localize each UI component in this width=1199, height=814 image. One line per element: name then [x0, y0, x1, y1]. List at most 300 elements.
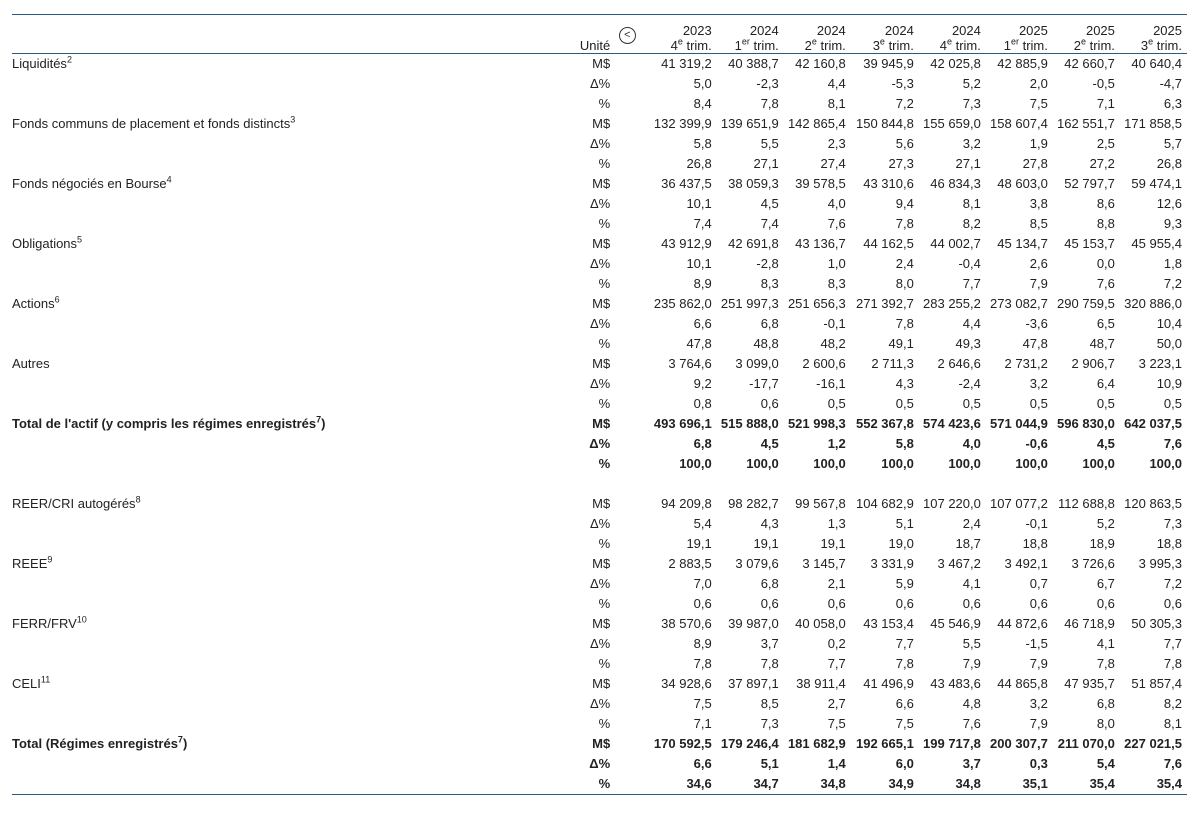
row-label-text: FERR/FRV	[12, 616, 77, 631]
column-header	[717, 15, 784, 54]
value-cell: 6,6	[693, 756, 712, 771]
value-cell: 7,5	[1029, 96, 1048, 111]
value-cell: 52 797,7	[1064, 176, 1115, 191]
value-cell: 34,7	[717, 774, 784, 795]
value-cell: 3 467,2	[937, 556, 981, 571]
value-cell: 5,6	[895, 136, 914, 151]
row-label	[12, 414, 570, 434]
value-cell: 7,2	[895, 96, 914, 111]
column-quarter-number: 3	[872, 38, 880, 53]
chevron-left-icon[interactable]: <	[619, 27, 636, 44]
value-cell: 8,6	[1096, 196, 1115, 211]
value-cell: 2,7	[827, 696, 846, 711]
value-cell: 27,1	[955, 156, 981, 171]
value-cell: 42 660,7	[1064, 56, 1115, 71]
table-row	[12, 514, 1187, 534]
value-cell: 35,4	[1120, 774, 1187, 795]
value-cell: 49,3	[955, 336, 981, 351]
value-cell: 6,5	[1096, 316, 1115, 331]
row-unit: M$	[592, 116, 611, 131]
value-cell: 2,4	[962, 516, 981, 531]
value-cell: 2 883,5	[668, 556, 712, 571]
table-row	[12, 234, 1187, 254]
value-cell: 10,1	[686, 256, 712, 271]
table-row	[12, 734, 1187, 754]
value-cell: 107 077,2	[990, 496, 1048, 511]
row-label	[12, 374, 570, 394]
value-cell: 0,3	[1029, 756, 1048, 771]
footnote-ref: 8	[135, 494, 141, 505]
column-quarter-number: 2	[1073, 38, 1081, 53]
column-quarter-suffix: e	[946, 36, 952, 47]
gap-cell	[615, 54, 644, 75]
value-cell: 100,0	[813, 456, 846, 471]
value-cell: 3 726,6	[1071, 556, 1115, 571]
gap-cell	[615, 714, 644, 734]
value-cell: 39 987,0	[728, 616, 779, 631]
value-cell: 5,8	[693, 136, 712, 151]
row-unit: Δ%	[589, 376, 611, 391]
column-year: 2025	[1018, 23, 1048, 38]
value-cell: 0,8	[693, 396, 712, 411]
value-cell: 7,5	[693, 696, 712, 711]
column-year: 2023	[682, 23, 712, 38]
value-cell: 5,4	[693, 516, 712, 531]
value-cell: -0,4	[958, 256, 981, 271]
value-cell: 0,6	[1096, 596, 1115, 611]
value-cell: 8,1	[962, 196, 981, 211]
row-unit: %	[598, 716, 611, 731]
value-cell: 18,8	[1156, 536, 1182, 551]
value-cell: 48,2	[820, 336, 846, 351]
value-cell: 5,7	[1163, 136, 1182, 151]
value-cell: 3 099,0	[735, 356, 779, 371]
value-cell: 7,3	[760, 716, 779, 731]
gap-cell	[615, 514, 644, 534]
value-cell: 4,1	[962, 576, 981, 591]
value-cell: 7,7	[827, 656, 846, 671]
value-cell: 7,4	[760, 216, 779, 231]
row-label	[12, 114, 570, 134]
value-cell: 7,8	[895, 216, 914, 231]
column-quarter-word: trim.	[753, 38, 779, 53]
table-header	[12, 15, 1187, 54]
value-cell: 235 862,0	[653, 296, 712, 311]
value-cell: 46 718,9	[1064, 616, 1115, 631]
row-label	[12, 454, 570, 474]
table-row	[12, 114, 1187, 134]
value-cell: 41 496,9	[863, 676, 914, 691]
value-cell: 50,0	[1156, 336, 1182, 351]
value-cell: 3 079,6	[735, 556, 779, 571]
row-label-text: Total de l'actif (y compris les régimes enregistrés	[12, 416, 317, 431]
value-cell: 7,8	[1096, 656, 1115, 671]
row-label	[12, 94, 570, 114]
value-cell: 4,4	[827, 76, 846, 91]
value-cell: 0,6	[760, 596, 779, 611]
value-cell: 2 600,6	[802, 356, 846, 371]
table-row	[12, 774, 1187, 795]
footnote-ref: 5	[77, 234, 83, 245]
table-row	[12, 334, 1187, 354]
value-cell: 521 998,3	[787, 416, 846, 431]
row-label-suffix: )	[321, 416, 326, 431]
value-cell: 3,2	[1029, 696, 1048, 711]
value-cell: 45 153,7	[1064, 236, 1115, 251]
value-cell: 200 307,7	[990, 736, 1048, 751]
value-cell: 7,7	[1163, 636, 1182, 651]
column-quarter-word: trim.	[1089, 38, 1115, 53]
value-cell: 493 696,1	[653, 416, 712, 431]
table-row	[12, 294, 1187, 314]
value-cell: 49,1	[888, 336, 914, 351]
value-cell: 59 474,1	[1131, 176, 1182, 191]
column-quarter-number: 1	[734, 38, 742, 53]
value-cell: 0,5	[1163, 396, 1182, 411]
value-cell: 44 002,7	[930, 236, 981, 251]
footnote-ref: 10	[76, 614, 87, 625]
table-row	[12, 434, 1187, 454]
value-cell: 2,1	[827, 576, 846, 591]
value-cell: 4,4	[962, 316, 981, 331]
value-cell: 0,6	[1029, 596, 1048, 611]
value-cell: 51 857,4	[1131, 676, 1182, 691]
column-quarter-word: trim.	[1156, 38, 1182, 53]
value-cell: 132 399,9	[653, 116, 712, 131]
value-cell: 48,7	[1089, 336, 1115, 351]
table-body	[12, 54, 1187, 795]
value-cell: 142 865,4	[787, 116, 846, 131]
value-cell: 10,9	[1156, 376, 1182, 391]
row-label-text: Actions	[12, 296, 55, 311]
value-cell: 8,8	[1096, 216, 1115, 231]
table-row	[12, 174, 1187, 194]
gap-cell	[615, 494, 644, 514]
value-cell: 34,6	[645, 774, 717, 795]
gap-cell	[615, 774, 644, 795]
value-cell: 5,0	[693, 76, 712, 91]
value-cell: 4,0	[962, 436, 981, 451]
assets-table	[12, 14, 1187, 795]
value-cell: 642 037,5	[1124, 416, 1182, 431]
row-label	[12, 634, 570, 654]
value-cell: 7,9	[962, 656, 981, 671]
value-cell: 47 935,7	[1064, 676, 1115, 691]
value-cell: 44 162,5	[863, 236, 914, 251]
row-label	[12, 774, 570, 795]
row-label	[12, 534, 570, 554]
gap-cell	[615, 454, 644, 474]
value-cell: 171 858,5	[1124, 116, 1182, 131]
value-cell: 7,7	[895, 636, 914, 651]
value-cell: 12,6	[1156, 196, 1182, 211]
value-cell: 100,0	[1082, 456, 1115, 471]
column-quarter-suffix: e	[1080, 36, 1086, 47]
value-cell: 6,8	[760, 576, 779, 591]
value-cell: 179 246,4	[720, 736, 779, 751]
row-unit: Δ%	[589, 576, 611, 591]
table-row	[12, 194, 1187, 214]
row-unit: %	[598, 156, 611, 171]
value-cell: 43 483,6	[930, 676, 981, 691]
gap-cell	[615, 374, 644, 394]
value-cell: 35,1	[986, 774, 1053, 795]
value-cell: 2,4	[895, 256, 914, 271]
gap-cell	[615, 694, 644, 714]
column-header	[1053, 15, 1120, 54]
table-row	[12, 94, 1187, 114]
value-cell: 0,0	[1096, 256, 1115, 271]
value-cell: -1,5	[1025, 636, 1048, 651]
value-cell: 34,8	[784, 774, 851, 795]
value-cell: 3 492,1	[1004, 556, 1048, 571]
footnote-ref: 3	[290, 114, 296, 125]
value-cell: 1,2	[827, 436, 846, 451]
gap-cell	[615, 414, 644, 434]
row-unit: Δ%	[589, 136, 611, 151]
table-row	[12, 614, 1187, 634]
gap-cell	[615, 654, 644, 674]
value-cell: -0,1	[1025, 516, 1048, 531]
value-cell: 7,6	[1163, 436, 1182, 451]
footnote-ref: 6	[54, 294, 60, 305]
value-cell: 571 044,9	[990, 416, 1048, 431]
value-cell: 8,2	[962, 216, 981, 231]
table-row	[12, 554, 1187, 574]
row-unit: Δ%	[589, 316, 611, 331]
value-cell: 3 331,9	[870, 556, 914, 571]
value-cell: 4,8	[962, 696, 981, 711]
table-row	[12, 754, 1187, 774]
value-cell: 7,2	[1163, 276, 1182, 291]
value-cell: 41 319,2	[661, 56, 712, 71]
row-label	[12, 714, 570, 734]
value-cell: 9,2	[693, 376, 712, 391]
value-cell: 8,2	[1163, 696, 1182, 711]
value-cell: 7,8	[895, 316, 914, 331]
row-label-text: Liquidités	[12, 56, 67, 71]
row-unit: %	[598, 456, 611, 471]
column-quarter-word: trim.	[820, 38, 846, 53]
spacer-cell	[12, 474, 1187, 494]
value-cell: 100,0	[948, 456, 981, 471]
value-cell: 251 656,3	[787, 296, 846, 311]
value-cell: -16,1	[816, 376, 846, 391]
value-cell: 43 912,9	[661, 236, 712, 251]
value-cell: -0,5	[1092, 76, 1115, 91]
row-label-text: Autres	[12, 356, 50, 371]
row-label	[12, 654, 570, 674]
row-label	[12, 554, 570, 574]
gap-cell	[615, 594, 644, 614]
gap-cell	[615, 114, 644, 134]
gap-cell	[615, 354, 644, 374]
value-cell: 0,2	[827, 636, 846, 651]
value-cell: 9,3	[1163, 216, 1182, 231]
table-row	[12, 414, 1187, 434]
value-cell: 3 995,3	[1138, 556, 1182, 571]
value-cell: -3,6	[1025, 316, 1048, 331]
column-quarter-suffix: er	[741, 36, 750, 47]
value-cell: -0,1	[823, 316, 846, 331]
value-cell: 7,3	[962, 96, 981, 111]
value-cell: 0,6	[962, 596, 981, 611]
value-cell: 100,0	[881, 456, 914, 471]
value-cell: 27,3	[888, 156, 914, 171]
table-row	[12, 674, 1187, 694]
value-cell: 26,8	[686, 156, 712, 171]
gap-cell	[615, 614, 644, 634]
value-cell: 99 567,8	[795, 496, 846, 511]
footnote-ref: 7	[316, 414, 322, 425]
column-header	[645, 15, 717, 54]
value-cell: 7,4	[693, 216, 712, 231]
value-cell: 199 717,8	[923, 736, 981, 751]
value-cell: 2,6	[1029, 256, 1048, 271]
value-cell: -0,6	[1025, 436, 1048, 451]
column-year: 2025	[1085, 23, 1115, 38]
value-cell: 10,1	[686, 196, 712, 211]
value-cell: 7,5	[895, 716, 914, 731]
gap-cell	[615, 194, 644, 214]
row-unit: Δ%	[589, 256, 611, 271]
value-cell: 6,3	[1163, 96, 1182, 111]
value-cell: 0,7	[1029, 576, 1048, 591]
column-quarter-number: 2	[804, 38, 812, 53]
row-unit: M$	[592, 616, 611, 631]
header-toggle-cell	[615, 15, 644, 54]
value-cell: 5,2	[1096, 516, 1115, 531]
value-cell: 112 688,8	[1058, 496, 1115, 511]
gap-cell	[615, 554, 644, 574]
value-cell: 9,4	[895, 196, 914, 211]
row-unit: Δ%	[589, 436, 611, 451]
value-cell: 139 651,9	[720, 116, 779, 131]
row-label-text: REER/CRI autogérés	[12, 496, 136, 511]
value-cell: 2 731,2	[1004, 356, 1048, 371]
value-cell: 27,1	[753, 156, 779, 171]
table-row	[12, 134, 1187, 154]
value-cell: 4,5	[760, 196, 779, 211]
row-unit: M$	[592, 296, 611, 311]
value-cell: 19,1	[820, 536, 846, 551]
row-unit: Δ%	[589, 516, 611, 531]
value-cell: 107 220,0	[923, 496, 981, 511]
value-cell: 7,2	[1163, 576, 1182, 591]
row-label	[12, 494, 570, 514]
column-quarter-suffix: e	[879, 36, 885, 47]
value-cell: 7,1	[693, 716, 712, 731]
value-cell: 3 764,6	[668, 356, 712, 371]
row-label	[12, 334, 570, 354]
header-unit: Unité	[570, 15, 615, 54]
value-cell: 104 682,9	[856, 496, 914, 511]
value-cell: 227 021,5	[1124, 736, 1182, 751]
value-cell: 18,9	[1089, 536, 1115, 551]
row-label	[12, 614, 570, 634]
value-cell: 0,5	[895, 396, 914, 411]
column-header	[784, 15, 851, 54]
row-unit: M$	[592, 176, 611, 191]
gap-cell	[615, 294, 644, 314]
gap-cell	[615, 174, 644, 194]
value-cell: 3 145,7	[802, 556, 846, 571]
value-cell: 38 059,3	[728, 176, 779, 191]
value-cell: 2,0	[1029, 76, 1048, 91]
column-quarter-number: 3	[1140, 38, 1149, 53]
value-cell: 34,9	[851, 774, 919, 795]
value-cell: 290 759,5	[1057, 296, 1115, 311]
row-unit: %	[598, 336, 611, 351]
value-cell: 0,6	[760, 396, 779, 411]
row-unit: %	[598, 656, 611, 671]
value-cell: 47,8	[1022, 336, 1048, 351]
value-cell: 8,1	[827, 96, 846, 111]
column-year: 2024	[884, 23, 914, 38]
gap-cell	[615, 274, 644, 294]
value-cell: 7,0	[693, 576, 712, 591]
row-label	[12, 754, 570, 774]
table-row	[12, 214, 1187, 234]
row-label	[12, 54, 570, 75]
row-unit: %	[598, 536, 611, 551]
row-label	[12, 514, 570, 534]
value-cell: 251 997,3	[720, 296, 779, 311]
footnote-ref: 7	[177, 734, 183, 745]
column-header	[919, 15, 986, 54]
row-unit: Δ%	[589, 196, 611, 211]
value-cell: 8,3	[827, 276, 846, 291]
row-label-text: Fonds communs de placement et fonds distincts	[12, 116, 291, 131]
value-cell: 5,2	[962, 76, 981, 91]
value-cell: 8,9	[693, 636, 712, 651]
value-cell: 8,5	[760, 696, 779, 711]
table-row	[12, 54, 1187, 75]
value-cell: 27,2	[1089, 156, 1115, 171]
value-cell: 8,0	[895, 276, 914, 291]
row-unit: M$	[592, 56, 611, 71]
table-row	[12, 494, 1187, 514]
column-quarter-word: trim.	[888, 38, 914, 53]
value-cell: -2,3	[756, 76, 779, 91]
value-cell: 100,0	[679, 456, 712, 471]
value-cell: 18,7	[955, 536, 981, 551]
value-cell: 44 872,6	[997, 616, 1048, 631]
value-cell: 5,4	[1096, 756, 1115, 771]
value-cell: 34,8	[919, 774, 986, 795]
column-quarter-number: 4	[939, 38, 947, 53]
gap-cell	[615, 154, 644, 174]
value-cell: 98 282,7	[728, 496, 779, 511]
value-cell: 27,8	[1022, 156, 1048, 171]
value-cell: 3,2	[962, 136, 981, 151]
value-cell: 7,8	[693, 656, 712, 671]
value-cell: 19,0	[888, 536, 914, 551]
value-cell: 48,8	[753, 336, 779, 351]
value-cell: 6,8	[1096, 696, 1115, 711]
column-quarter-word: trim.	[955, 38, 981, 53]
value-cell: 0,6	[895, 596, 914, 611]
table-row	[12, 74, 1187, 94]
value-cell: 273 082,7	[990, 296, 1048, 311]
value-cell: 7,6	[1096, 276, 1115, 291]
value-cell: 45 955,4	[1131, 236, 1182, 251]
value-cell: 3 223,1	[1138, 356, 1182, 371]
row-unit: %	[598, 596, 611, 611]
value-cell: 6,6	[693, 316, 712, 331]
value-cell: 5,9	[895, 576, 914, 591]
row-unit: Δ%	[589, 636, 611, 651]
